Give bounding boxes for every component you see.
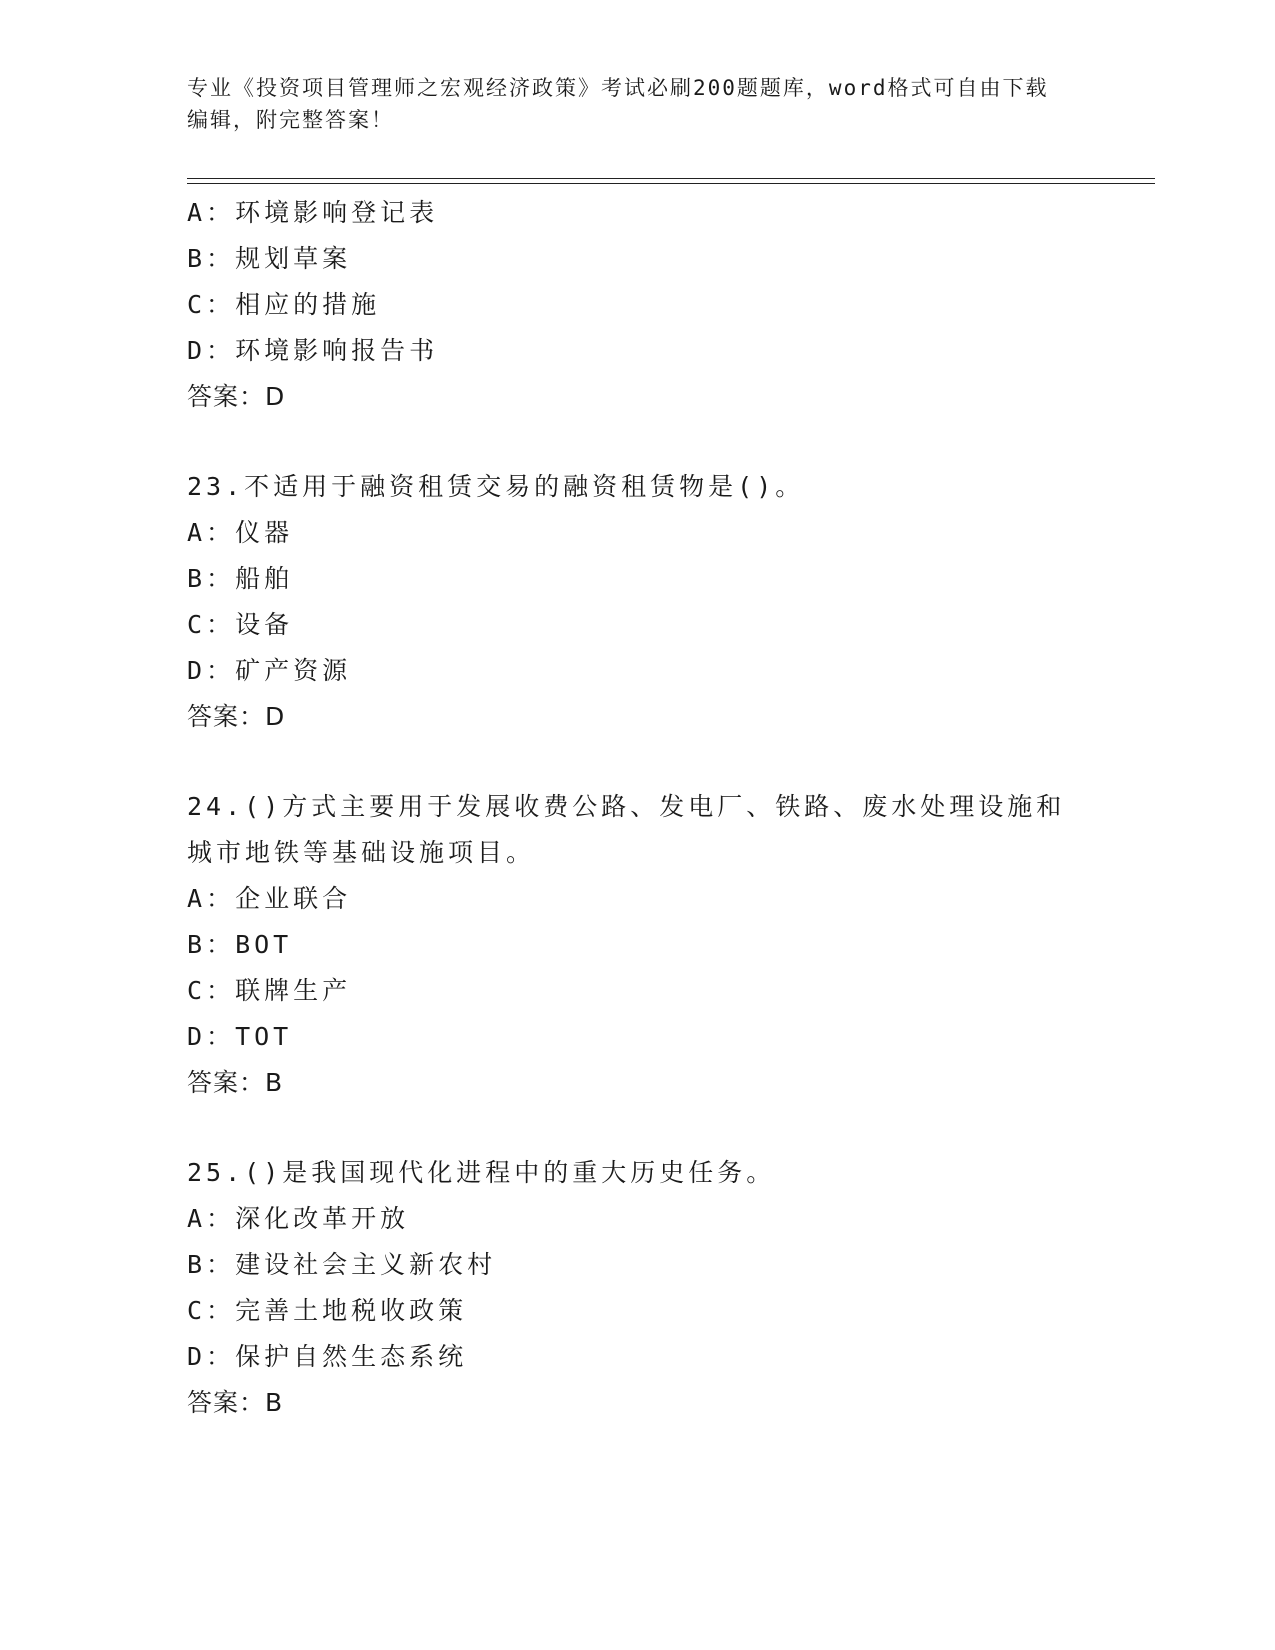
option-text: 相应的措施 <box>235 290 381 319</box>
question-block-23 <box>187 464 1087 740</box>
question-block-22 <box>187 190 1087 420</box>
option-key: D： <box>187 1022 236 1051</box>
option-c <box>187 968 1087 1014</box>
option-key: D： <box>187 656 236 685</box>
option-text: 建设社会主义新农村 <box>235 1250 497 1279</box>
option-key: A： <box>187 198 236 227</box>
option-c <box>187 602 1087 648</box>
option-text: 矿产资源 <box>235 656 352 685</box>
option-key: C： <box>187 610 236 639</box>
option-b <box>187 1242 1087 1288</box>
option-a <box>187 190 1087 236</box>
question-block-24 <box>187 784 1087 1106</box>
option-key: C： <box>187 290 236 319</box>
option-b <box>187 556 1087 602</box>
option-text: 仪器 <box>235 518 294 547</box>
option-c <box>187 282 1087 328</box>
option-a <box>187 1196 1087 1242</box>
option-text: 保护自然生态系统 <box>235 1342 468 1371</box>
option-d <box>187 1014 1087 1060</box>
option-key: B： <box>187 564 236 593</box>
answer-line: 答案：B <box>187 1388 284 1417</box>
question-list <box>187 190 1087 1426</box>
option-text: 完善土地税收政策 <box>235 1296 468 1325</box>
question-stem: 24.()方式主要用于发展收费公路、发电厂、铁路、废水处理设施和城市地铁等基础设施项目。 <box>187 792 1066 867</box>
option-d <box>187 328 1087 374</box>
header-rule-top <box>187 178 1155 179</box>
option-text: 深化改革开放 <box>235 1204 410 1233</box>
option-c <box>187 1288 1087 1334</box>
header-rule-bottom <box>187 183 1155 184</box>
option-key: D： <box>187 1342 236 1371</box>
option-text: 企业联合 <box>235 884 352 913</box>
option-text: 规划草案 <box>235 244 352 273</box>
option-a <box>187 876 1087 922</box>
answer-line: 答案：D <box>187 702 286 731</box>
option-text: 设备 <box>235 610 294 639</box>
option-key: D： <box>187 336 236 365</box>
option-text: 环境影响报告书 <box>235 336 439 365</box>
document-header: 专业《投资项目管理师之宏观经济政策》考试必刷200题题库，word格式可自由下载编辑，附完整答案！ <box>187 76 1049 132</box>
option-b <box>187 922 1087 968</box>
option-key: C： <box>187 1296 236 1325</box>
option-text: 船舶 <box>235 564 294 593</box>
option-key: B： <box>187 930 236 959</box>
option-text: 联牌生产 <box>235 976 352 1005</box>
option-b <box>187 236 1087 282</box>
option-d <box>187 648 1087 694</box>
question-stem: 23.不适用于融资租赁交易的融资租赁物是()。 <box>187 472 805 501</box>
option-text: TOT <box>235 1022 293 1051</box>
option-text: 环境影响登记表 <box>235 198 439 227</box>
answer-line: 答案：B <box>187 1068 284 1097</box>
option-a <box>187 510 1087 556</box>
option-key: A： <box>187 518 236 547</box>
answer-line: 答案：D <box>187 382 286 411</box>
option-key: A： <box>187 884 236 913</box>
option-key: B： <box>187 244 236 273</box>
option-key: B： <box>187 1250 236 1279</box>
option-d <box>187 1334 1087 1380</box>
option-text: BOT <box>235 930 293 959</box>
question-block-25 <box>187 1150 1087 1426</box>
option-key: C： <box>187 976 236 1005</box>
question-stem: 25.()是我国现代化进程中的重大历史任务。 <box>187 1158 776 1187</box>
option-key: A： <box>187 1204 236 1233</box>
